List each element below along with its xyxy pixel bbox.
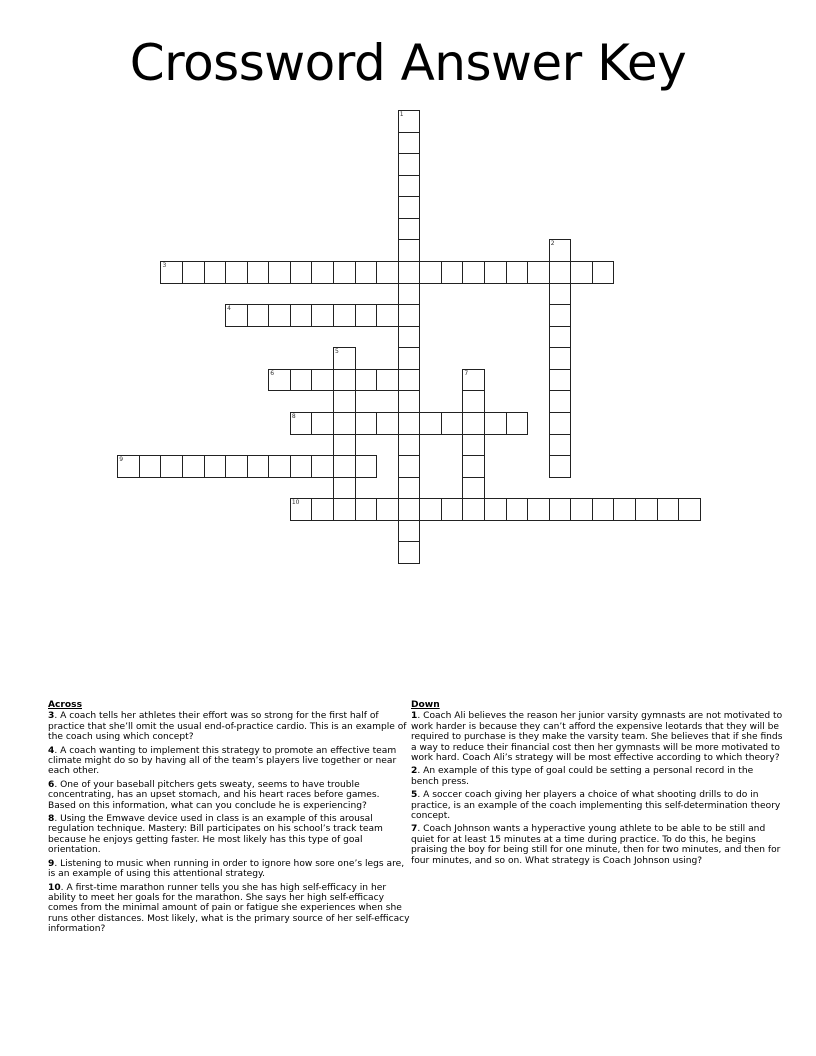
- crossword-cell[interactable]: [225, 455, 248, 478]
- clue-number: 6: [48, 779, 55, 790]
- crossword-cell[interactable]: [657, 498, 680, 521]
- crossword-cell[interactable]: [247, 455, 270, 478]
- crossword-cell[interactable]: [311, 412, 334, 435]
- crossword-cell[interactable]: [290, 455, 313, 478]
- clue-number: 9: [48, 858, 55, 869]
- clue-text: A coach wanting to implement this strategy to promote an effective team climate might do so by having all of the team’s players live together or near each other.: [48, 745, 397, 777]
- down-clue: 7. Coach Johnson wants a hyperactive young athlete to be able to be still and quiet for at least 15 minutes at a time during practice. To do this, he begins praising the boy for being still for one minute, then for two minutes, and then for four minutes, and so on. What strategy is Coach Johnson using?: [411, 824, 781, 866]
- across-clue: 9. Listening to music when running in order to ignore how sore one’s legs are, is an example of using this attentional strategy.: [48, 858, 405, 880]
- crossword-cell[interactable]: [333, 304, 356, 327]
- crossword-cell[interactable]: [549, 455, 572, 478]
- down-clue: 1. Coach Ali believes the reason her junior varsity gymnasts are not motivated to work harder is because they can’t afford the expensive leotards that they will be required to purchase is they make the varsity team. She believes that if she finds a way to reduce their financial cost then her gymnasts will be more motivated to work hard. Coach Ali’s strategy will be most effective according to which theory?: [411, 711, 783, 764]
- across-clues: [48, 700, 410, 938]
- crossword-cell[interactable]: [549, 434, 572, 457]
- crossword-cell[interactable]: [333, 455, 356, 478]
- clue-number: 10: [48, 882, 61, 893]
- crossword-cell[interactable]: [549, 390, 572, 413]
- crossword-cell[interactable]: [398, 326, 421, 349]
- crossword-cell[interactable]: [462, 412, 485, 435]
- across-heading: Across: [48, 700, 82, 710]
- clue-number: 4: [48, 745, 55, 756]
- crossword-cell[interactable]: [527, 498, 550, 521]
- crossword-cell[interactable]: [462, 390, 485, 413]
- crossword-cell[interactable]: [268, 455, 291, 478]
- crossword-cell[interactable]: [117, 455, 140, 478]
- crossword-cell[interactable]: [290, 412, 313, 435]
- cell-number: 10: [291, 499, 300, 507]
- crossword-cell[interactable]: [506, 498, 529, 521]
- crossword-cell[interactable]: [613, 498, 636, 521]
- cell-number: 1: [399, 111, 404, 118]
- crossword-cell[interactable]: [398, 520, 421, 543]
- crossword-cell[interactable]: [333, 412, 356, 435]
- crossword-cell[interactable]: [247, 261, 270, 284]
- crossword-cell[interactable]: [549, 347, 572, 370]
- crossword-cell[interactable]: [549, 369, 572, 392]
- cell-number: 7: [464, 369, 469, 377]
- crossword-cell[interactable]: [462, 261, 485, 284]
- crossword-cell[interactable]: [398, 132, 421, 155]
- crossword-cell[interactable]: [160, 455, 183, 478]
- crossword-cell[interactable]: [268, 261, 291, 284]
- crossword-cell[interactable]: [398, 239, 421, 262]
- crossword-cell[interactable]: [376, 261, 399, 284]
- crossword-cell[interactable]: [398, 175, 421, 198]
- crossword-cell[interactable]: [549, 283, 572, 306]
- crossword-cell[interactable]: [355, 369, 378, 392]
- crossword-cell[interactable]: [204, 455, 227, 478]
- down-heading: Down: [411, 700, 440, 710]
- cell-number: 8: [291, 412, 296, 420]
- crossword-cell[interactable]: [398, 412, 421, 435]
- crossword-cell[interactable]: [678, 498, 701, 521]
- crossword-cell[interactable]: [333, 347, 356, 370]
- crossword-cell[interactable]: [290, 261, 313, 284]
- crossword-cell[interactable]: [333, 369, 356, 392]
- crossword-cell[interactable]: [333, 390, 356, 413]
- clue-number: 2: [411, 766, 418, 777]
- crossword-cell[interactable]: [311, 261, 334, 284]
- crossword-cell[interactable]: [268, 369, 291, 392]
- down-clue: 5. A soccer coach giving her players a choice of what shooting drills to do in practice, is an example of the coach implementing this self-determination theory concept.: [411, 790, 781, 822]
- cell-number: 4: [227, 305, 231, 313]
- crossword-cell[interactable]: [419, 498, 442, 521]
- crossword-cell[interactable]: [311, 498, 334, 521]
- crossword-cell[interactable]: [355, 498, 378, 521]
- cell-number: 3: [162, 261, 167, 269]
- crossword-cell[interactable]: [376, 498, 399, 521]
- crossword-cell[interactable]: [398, 110, 421, 133]
- crossword-cell[interactable]: [355, 455, 378, 478]
- crossword-cell[interactable]: [398, 347, 421, 370]
- crossword-cell[interactable]: [635, 498, 658, 521]
- cell-number: 6: [270, 369, 275, 377]
- crossword-cell[interactable]: [225, 304, 248, 327]
- crossword-cell[interactable]: [290, 498, 313, 521]
- crossword-cell[interactable]: [484, 261, 507, 284]
- down-clue: 2. An example of this type of goal could be setting a personal record in the bench press.: [411, 766, 754, 787]
- clue-number: 5: [411, 790, 418, 801]
- crossword-cell[interactable]: [333, 498, 356, 521]
- crossword-cell[interactable]: [333, 434, 356, 457]
- crossword-cell[interactable]: [462, 434, 485, 457]
- cell-number: 9: [119, 456, 124, 464]
- crossword-cell[interactable]: [549, 239, 572, 262]
- across-clue: 8. Using the Emwave device used in class is an example of this arousal regulation technique. Mastery: Bill participates on his school’s track team because he enjoys getting faster. He most likely has this type of goal orientation.: [48, 814, 383, 856]
- across-clue: 4. A coach wanting to implement this strategy to promote an effective team climate might do so by having all of the team’s players live together or near each other.: [48, 745, 397, 777]
- crossword-cell[interactable]: [398, 434, 421, 457]
- crossword-cell[interactable]: [376, 412, 399, 435]
- crossword-cell[interactable]: [398, 477, 421, 500]
- crossword-cell[interactable]: [570, 498, 593, 521]
- crossword-cell[interactable]: [441, 412, 464, 435]
- crossword-cell[interactable]: [290, 369, 313, 392]
- across-clue: 6. One of your baseball pitchers gets sweaty, seems to have trouble concentrating, has an upset stomach, and his heart races before games. Based on this information, what can you conclude he is experiencing?: [48, 779, 380, 811]
- crossword-cell[interactable]: [355, 261, 378, 284]
- crossword-cell[interactable]: [398, 369, 421, 392]
- clue-text: Listening to music when running in order to ignore how sore one’s legs are, is an example of using this attentional strategy.: [48, 858, 405, 880]
- crossword-cell[interactable]: [419, 412, 442, 435]
- crossword-cell[interactable]: [462, 369, 485, 392]
- crossword-cell[interactable]: [592, 261, 615, 284]
- crossword-cell[interactable]: [398, 541, 421, 564]
- crossword-cell[interactable]: [527, 261, 550, 284]
- crossword-cell[interactable]: [268, 304, 291, 327]
- clue-number: 7: [411, 824, 418, 835]
- clue-text: Coach Johnson wants a hyperactive young athlete to be able to be still and quiet for at least 15 minutes at a time during practice. To do this, he begins praising the boy for being still for one minute, then for two minutes, and then for four minutes, and so on. What strategy is Coach Johnson using?: [411, 824, 781, 866]
- crossword-cell[interactable]: [225, 261, 248, 284]
- crossword-cell[interactable]: [398, 153, 421, 176]
- crossword-cell[interactable]: [398, 304, 421, 327]
- clue-text: A coach tells her athletes their effort was so strong for the first half of practice that she’ll omit the usual end-of-practice cardio. This is an example of the coach using which concept?: [48, 711, 407, 743]
- crossword-cell[interactable]: [549, 498, 572, 521]
- crossword-cell[interactable]: [355, 412, 378, 435]
- crossword-cell[interactable]: [398, 455, 421, 478]
- crossword-cell[interactable]: [355, 304, 378, 327]
- crossword-cell[interactable]: [462, 498, 485, 521]
- crossword-cell[interactable]: [204, 261, 227, 284]
- clue-text: An example of this type of goal could be setting a personal record in the bench press.: [411, 766, 754, 787]
- clue-text: Using the Emwave device used in class is an example of this arousal regulation technique. Mastery: Bill participates on his school’s track team because he enjoys getting faster. He most likely has this type of goal orientation.: [48, 814, 383, 856]
- crossword-cell[interactable]: [549, 304, 572, 327]
- crossword-cell[interactable]: [376, 304, 399, 327]
- crossword-cell[interactable]: [441, 261, 464, 284]
- crossword-cell[interactable]: [398, 261, 421, 284]
- across-clue: 3. A coach tells her athletes their effort was so strong for the first half of practice that she’ll omit the usual end-of-practice cardio. This is an example of the coach using which concept?: [48, 711, 407, 743]
- crossword-cell[interactable]: [311, 304, 334, 327]
- crossword-cell[interactable]: [398, 283, 421, 306]
- crossword-cell[interactable]: [290, 304, 313, 327]
- cell-number: 5: [335, 348, 339, 356]
- crossword-cell[interactable]: [311, 369, 334, 392]
- across-clue: 10. A first-time marathon runner tells you she has high self-efficacy in her ability to meet her goals for the marathon. She says her high self-efficacy comes from the minimal amount of pain or fatigue she experiences when she runs other distances. Most likely, what is the primary source of her self-efficacy information?: [48, 882, 410, 935]
- crossword-cell[interactable]: [311, 455, 334, 478]
- crossword-cell[interactable]: [333, 477, 356, 500]
- clue-number: 8: [48, 814, 55, 825]
- crossword-cell[interactable]: [441, 498, 464, 521]
- crossword-cell[interactable]: [247, 304, 270, 327]
- crossword-cell[interactable]: [139, 455, 162, 478]
- clue-text: One of your baseball pitchers gets sweaty, seems to have trouble concentrating, has an upset stomach, and his heart races before games. Based on this information, what can you conclude he is experiencing?: [48, 779, 380, 811]
- crossword-cell[interactable]: [506, 412, 529, 435]
- clue-number: 3: [48, 711, 55, 722]
- crossword-cell[interactable]: [549, 261, 572, 284]
- crossword-cell[interactable]: [484, 412, 507, 435]
- down-clue-list: [411, 711, 783, 866]
- crossword-cell[interactable]: [182, 455, 205, 478]
- crossword-cell[interactable]: [398, 390, 421, 413]
- across-clue-list: [48, 711, 410, 934]
- crossword-cell[interactable]: [592, 498, 615, 521]
- crossword-cell[interactable]: [506, 261, 529, 284]
- crossword-cell[interactable]: [462, 477, 485, 500]
- crossword-cell[interactable]: [549, 326, 572, 349]
- crossword-cell[interactable]: [160, 261, 183, 284]
- clue-text: Coach Ali believes the reason her junior varsity gymnasts are not motivated to work harder is because they can’t afford the expensive leotards that they will be required to purchase is they make the varsity team. She believes that if she finds a way to reduce their financial cost then her gymnasts will be more motivated to work hard. Coach Ali’s strategy will be most effective according to which theory?: [411, 711, 783, 764]
- crossword-cell[interactable]: [182, 261, 205, 284]
- crossword-cell[interactable]: [333, 261, 356, 284]
- crossword-cell[interactable]: [376, 369, 399, 392]
- down-clues: [411, 700, 783, 869]
- page-title: Crossword Answer Key: [129, 34, 687, 92]
- crossword-cell[interactable]: [462, 455, 485, 478]
- crossword-cell[interactable]: [549, 412, 572, 435]
- crossword-cell[interactable]: [484, 498, 507, 521]
- cell-number: 2: [550, 240, 555, 248]
- clue-text: A first-time marathon runner tells you she has high self-efficacy in her ability to meet her goals for the marathon. She says her high self-efficacy comes from the minimal amount of pain or fatigue she experiences when she runs other distances. Most likely, what is the primary source of her self-efficacy information?: [48, 882, 410, 935]
- crossword-cell[interactable]: [398, 218, 421, 241]
- crossword-cell[interactable]: [398, 196, 421, 219]
- crossword-cell[interactable]: [419, 261, 442, 284]
- clue-text: A soccer coach giving her players a choice of what shooting drills to do in practice, is an example of the coach implementing this self-determination theory concept.: [411, 790, 781, 822]
- crossword-cell[interactable]: [570, 261, 593, 284]
- crossword-cell[interactable]: [398, 498, 421, 521]
- clue-number: 1: [411, 711, 418, 722]
